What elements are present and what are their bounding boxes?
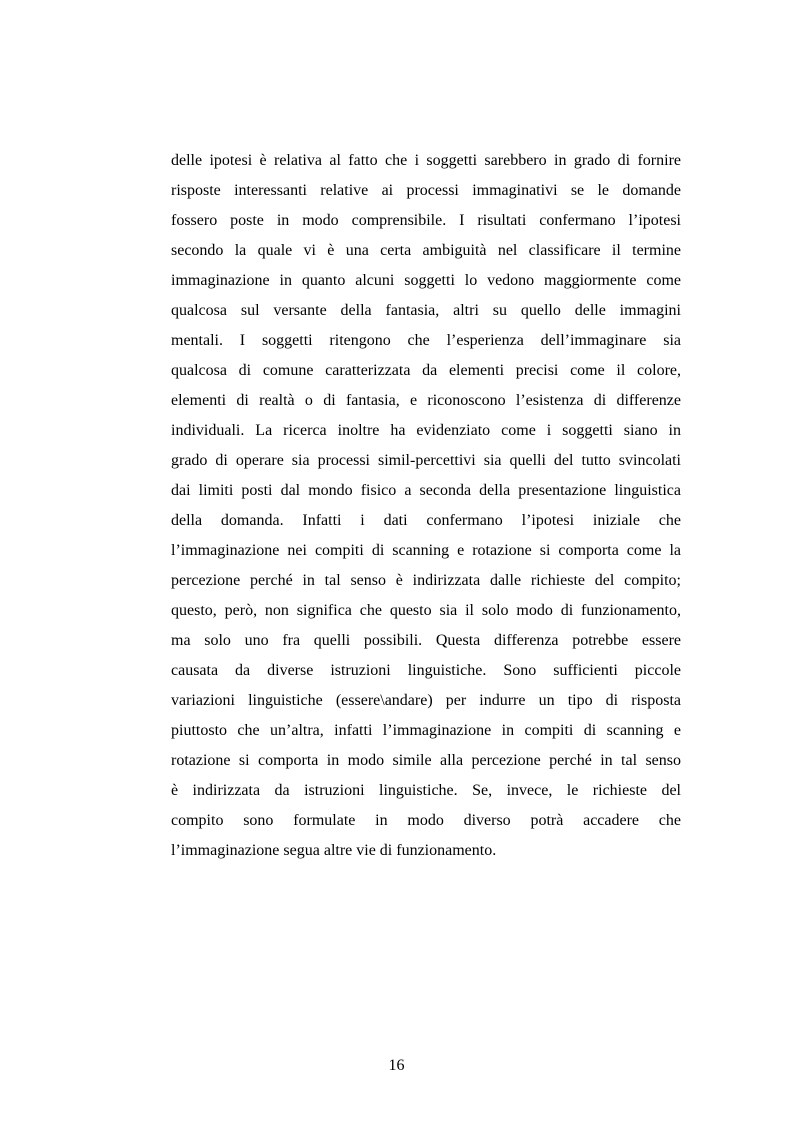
- text-line: mentali. I soggetti ritengono che l’esperienza dell’immaginare sia: [171, 332, 681, 349]
- text-line: delle ipotesi è relativa al fatto che i soggetti sarebbero in grado di fornire: [171, 152, 681, 169]
- text-line: rotazione si comporta in modo simile alla percezione perché in tal senso: [171, 752, 681, 769]
- body-paragraph: [171, 146, 681, 866]
- text-line: compito sono formulate in modo diverso potrà accadere che: [171, 812, 681, 829]
- text-line: grado di operare sia processi simil-percettivi sia quelli del tutto svincolati: [171, 452, 681, 469]
- text-line: fossero poste in modo comprensibile. I risultati confermano l’ipotesi: [171, 212, 681, 229]
- text-line: è indirizzata da istruzioni linguistiche. Se, invece, le richieste del: [171, 782, 681, 799]
- text-line: variazioni linguistiche (essere\andare) per indurre un tipo di risposta: [171, 692, 681, 709]
- text-line: questo, però, non significa che questo sia il solo modo di funzionamento,: [171, 602, 681, 619]
- text-line: ma solo uno fra quelli possibili. Questa differenza potrebbe essere: [171, 632, 681, 649]
- text-line: individuali. La ricerca inoltre ha evidenziato come i soggetti siano in: [171, 422, 681, 439]
- text-line: risposte interessanti relative ai processi immaginativi se le domande: [171, 182, 681, 199]
- text-line: causata da diverse istruzioni linguistiche. Sono sufficienti piccole: [171, 662, 681, 679]
- text-line: l’immaginazione nei compiti di scanning e rotazione si comporta come la: [171, 542, 681, 559]
- text-line: della domanda. Infatti i dati confermano l’ipotesi iniziale che: [171, 512, 681, 529]
- text-line: secondo la quale vi è una certa ambiguità nel classificare il termine: [171, 242, 681, 259]
- text-line: elementi di realtà o di fantasia, e riconoscono l’esistenza di differenze: [171, 392, 681, 409]
- text-line: qualcosa sul versante della fantasia, altri su quello delle immagini: [171, 302, 681, 319]
- text-line: l’immaginazione segua altre vie di funzionamento.: [171, 842, 497, 859]
- text-line: dai limiti posti dal mondo fisico a seconda della presentazione linguistica: [171, 482, 681, 499]
- page-number: 16: [388, 1057, 405, 1074]
- text-line: immaginazione in quanto alcuni soggetti lo vedono maggiormente come: [171, 272, 681, 289]
- text-line: qualcosa di comune caratterizzata da elementi precisi come il colore,: [171, 362, 681, 379]
- text-line: percezione perché in tal senso è indirizzata dalle richieste del compito;: [171, 572, 681, 589]
- text-line: piuttosto che un’altra, infatti l’immaginazione in compiti di scanning e: [171, 722, 681, 739]
